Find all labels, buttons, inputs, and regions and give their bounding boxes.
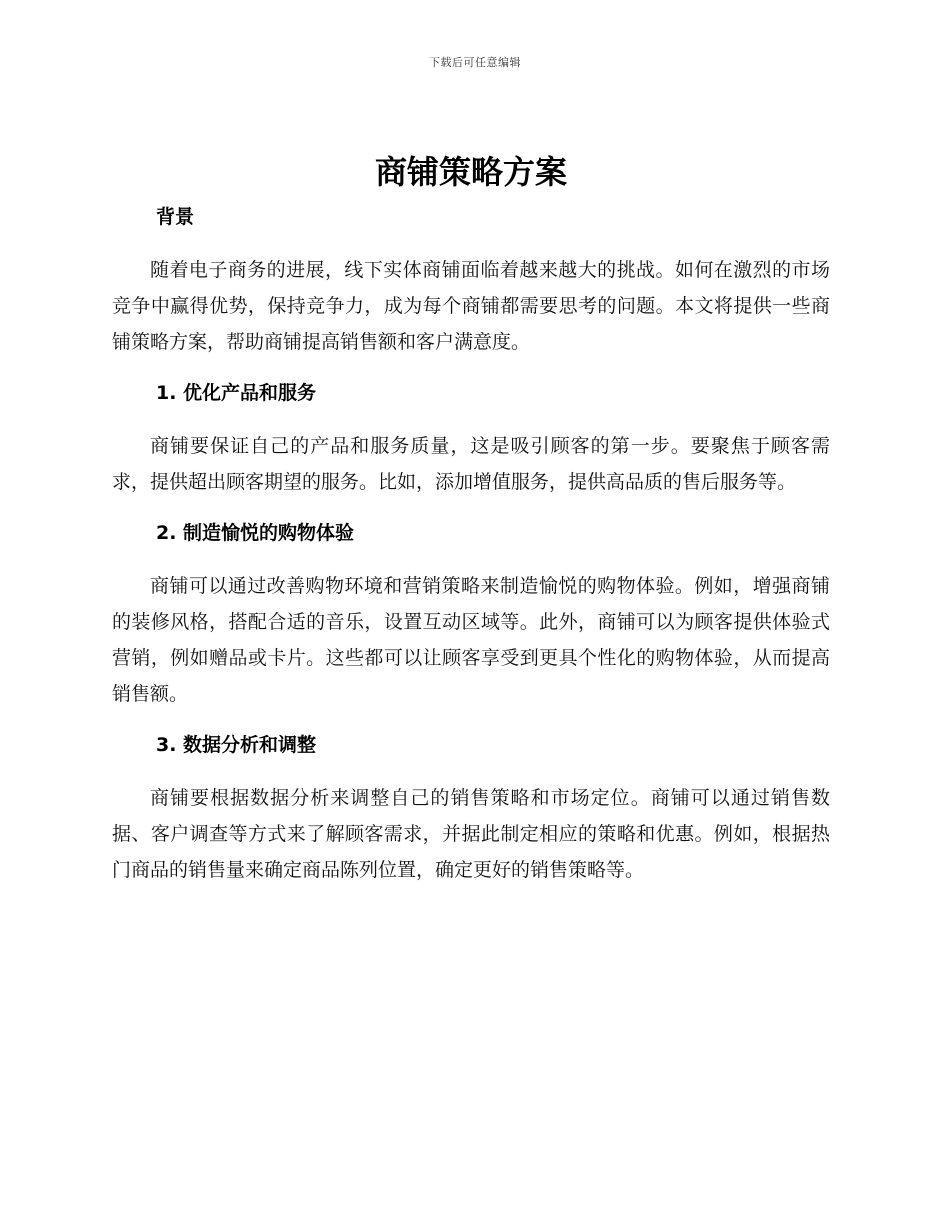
section-background xyxy=(112,204,830,360)
section-optimize-products xyxy=(112,380,830,500)
page-header-note: 下载后可任意编辑 xyxy=(429,56,521,69)
document-body xyxy=(112,148,830,908)
section-paragraph: 商铺要根据数据分析来调整自己的销售策略和市场定位。商铺可以通过销售数据、客户调查等方式来了解顾客需求，并据此制定相应的策略和优惠。例如，根据热门商品的销售量来确定商品陈列位置，确定更好的销售策略等。 xyxy=(112,787,830,881)
document-title: 商铺策略方案 xyxy=(374,153,567,191)
section-heading: 3. 数据分析和调整 xyxy=(156,734,317,756)
section-heading: 1. 优化产品和服务 xyxy=(156,382,317,404)
section-heading: 背景 xyxy=(156,206,195,228)
section-paragraph: 商铺可以通过改善购物环境和营销策略来制造愉悦的购物体验。例如，增强商铺的装修风格，搭配合适的音乐，设置互动区域等。此外，商铺可以为顾客提供体验式营销，例如赠品或卡片。这些都可以让顾客享受到更具个性化的购物体验，从而提高销售额。 xyxy=(112,575,830,705)
section-heading: 2. 制造愉悦的购物体验 xyxy=(156,522,355,544)
section-data-analysis xyxy=(112,732,830,888)
section-paragraph: 随着电子商务的进展，线下实体商铺面临着越来越大的挑战。如何在激烈的市场竞争中赢得优势，保持竞争力，成为每个商铺都需要思考的问题。本文将提供一些商铺策略方案，帮助商铺提高销售额和客户满意度。 xyxy=(112,259,830,353)
section-paragraph: 商铺要保证自己的产品和服务质量，这是吸引顾客的第一步。要聚焦于顾客需求，提供超出顾客期望的服务。比如，添加增值服务，提供高品质的售后服务等。 xyxy=(112,435,830,493)
section-shopping-experience xyxy=(112,520,830,712)
